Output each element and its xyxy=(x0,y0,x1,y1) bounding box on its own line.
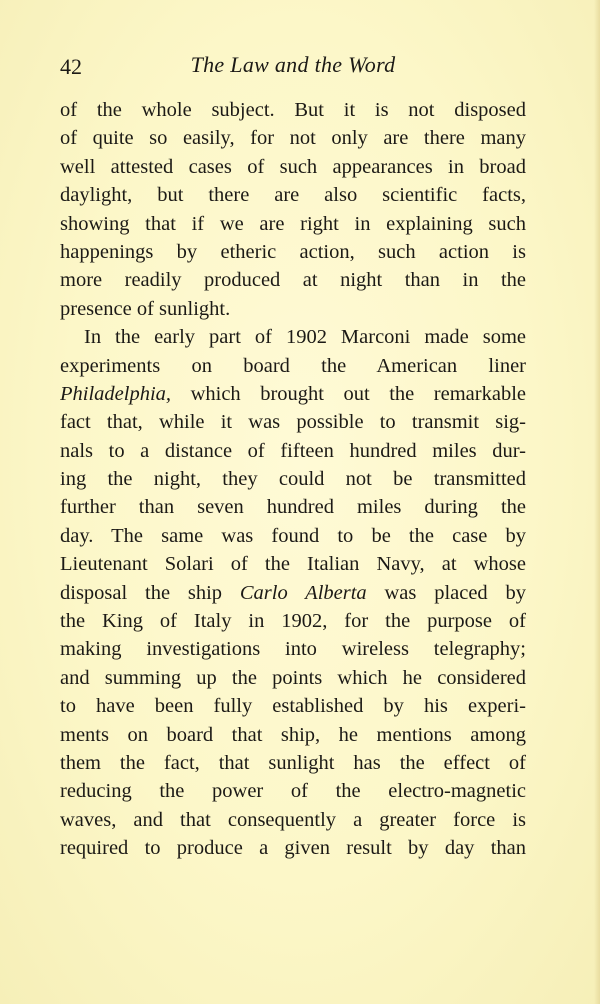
page-header xyxy=(60,50,526,84)
text-line: and summing up the points which he considered xyxy=(60,666,526,689)
text-line: required to produce a given result by day than xyxy=(60,837,526,860)
text-line: fact that, while it was possible to transmit sig- xyxy=(60,411,526,434)
line-segment: was placed by xyxy=(366,581,526,604)
text-line: In the early part of 1902 Marconi made some xyxy=(84,326,526,349)
paragraph-2 xyxy=(60,323,526,862)
text-line: making investigations into wireless telegraphy; xyxy=(60,638,526,661)
text-line: showing that if we are right in explaining such xyxy=(60,212,526,235)
text-line: more readily produced at night than in the xyxy=(60,269,526,292)
paragraph-1 xyxy=(60,96,526,323)
text-line xyxy=(60,579,526,607)
text-line: them the fact, that sunlight has the effect of xyxy=(60,751,526,774)
text-line: of the whole subject. But it is not disposed xyxy=(60,99,526,121)
running-title: The Law and the Word xyxy=(190,52,396,77)
text-line: of quite so easily, for not only are there many xyxy=(60,127,526,150)
page-number: 42 xyxy=(60,54,82,79)
text-line: Lieutenant Solari of the Italian Navy, at whose xyxy=(60,553,526,576)
text-line: to have been fully established by his experi- xyxy=(60,695,526,718)
text-line: further than seven hundred miles during the xyxy=(60,496,526,519)
text-line: ing the night, they could not be transmitted xyxy=(60,468,526,491)
line-segment: which brought out the remarkable xyxy=(171,382,526,405)
text-line: ments on board that ship, he mentions among xyxy=(60,723,526,746)
text-line: reducing the power of the electro-magnetic xyxy=(60,780,526,803)
text-line: well attested cases of such appearances in broad xyxy=(60,155,526,178)
italic-ship-name: Carlo Alberta xyxy=(239,581,367,604)
line-segment: disposal the ship xyxy=(60,581,240,604)
text-line: presence of sunlight. xyxy=(60,297,231,320)
text-line: daylight, but there are also scientific facts, xyxy=(60,184,526,207)
text-line: waves, and that consequently a greater force is xyxy=(60,808,526,831)
text-line: the King of Italy in 1902, for the purpose of xyxy=(60,610,526,633)
text-line xyxy=(60,380,526,408)
page-edge-shadow xyxy=(594,0,600,1004)
text-line: experiments on board the American liner xyxy=(60,354,526,377)
text-line: nals to a distance of fifteen hundred miles dur- xyxy=(60,439,526,462)
italic-ship-name: Philadelphia, xyxy=(60,382,172,405)
text-line: happenings by etheric action, such action is xyxy=(60,240,526,263)
body-text xyxy=(60,96,526,863)
text-line: day. The same was found to be the case by xyxy=(60,524,526,547)
